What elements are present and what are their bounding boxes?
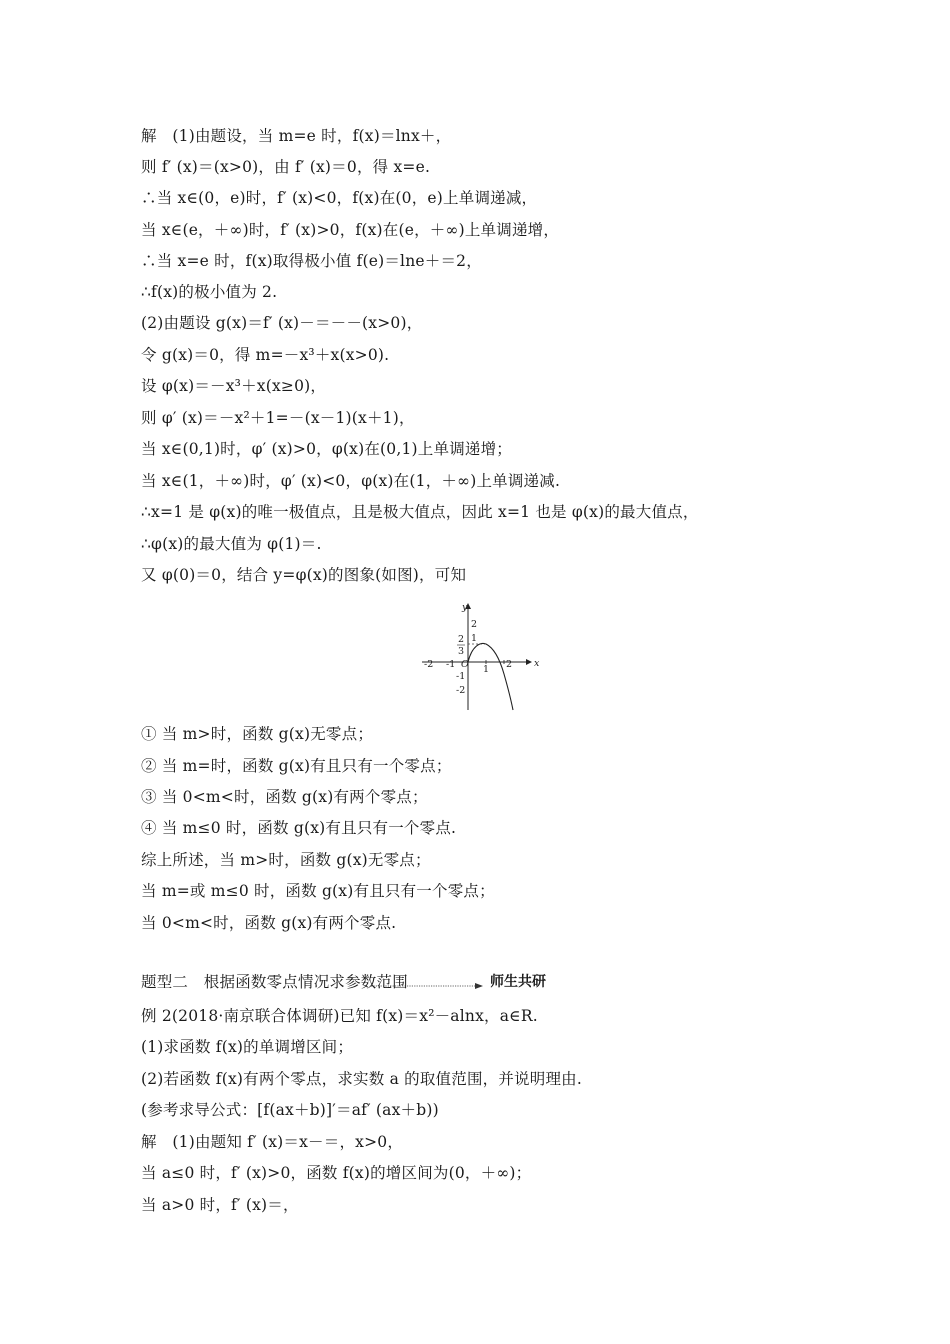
solution-line: 综上所述，当 m>时，函数 g(x)无零点； <box>141 851 431 869</box>
solution-line: ③ 当 0<m<时，函数 g(x)有两个零点； <box>141 788 428 806</box>
solution-line: ④ 当 m≤0 时，函数 g(x)有且只有一个零点. <box>141 819 457 837</box>
solution-line: 令 g(x)＝0，得 m=－x³＋x(x>0). <box>141 346 390 364</box>
y-tick-label: 3 <box>458 646 465 657</box>
x-tick-label: 1 <box>483 664 490 675</box>
x-axis-label: x <box>534 658 540 669</box>
solution-line: 设 φ(x)＝－x³＋x(x≥0)， <box>141 377 327 395</box>
example-line: (2)若函数 f(x)有两个零点，求实数 a 的取值范围，并说明理由. <box>141 1070 582 1088</box>
solution-line: ∴f(x)的极小值为 2. <box>141 283 278 301</box>
solution-line: 解 (1)由题设，当 m=e 时，f(x)＝lnx＋， <box>141 127 452 145</box>
solution-line: ∴当 x=e 时，f(x)取得极小值 f(e)＝lne＋＝2， <box>141 252 482 270</box>
section-title: 题型二 根据函数零点情况求参数范围 <box>141 973 408 991</box>
solution-line: 则 φ′ (x)＝－x²＋1=－(x－1)(x＋1)， <box>141 409 415 427</box>
solution-line: ∴x=1 是 φ(x)的唯一极值点，且是极大值点，因此 x=1 也是 φ(x)的最大值点， <box>141 503 699 521</box>
y-tick-label: -2 <box>456 685 466 696</box>
section-tag: 师生共研 <box>490 974 546 990</box>
x-tick-label: 2 <box>506 659 513 670</box>
arrow-rule <box>371 981 483 991</box>
origin-label: O <box>461 659 469 670</box>
frac-label: 1 <box>471 633 478 644</box>
phi-curve <box>468 644 513 710</box>
solution-line: 当 x∈(0,1)时，φ′ (x)>0，φ(x)在(0,1)上单调递增； <box>141 440 513 458</box>
y-tick-label: 2 <box>458 634 465 645</box>
solution-line: ① 当 m>时，函数 g(x)无零点； <box>141 725 374 743</box>
solution-line: 又 φ(0)＝0，结合 y=φ(x)的图象(如图)，可知 <box>141 566 467 584</box>
solution-line: (2)由题设 g(x)＝f′ (x)－＝－－(x>0)， <box>141 314 423 332</box>
solution-line: ∴φ(x)的最大值为 φ(1)＝. <box>141 535 322 553</box>
solution-line: 当 x∈(e，＋∞)时，f′ (x)>0，f(x)在(e，＋∞)上单调递增， <box>141 221 560 239</box>
y-axis-label: y <box>462 602 468 613</box>
solution-line: ∴当 x∈(0，e)时，f′ (x)<0，f(x)在(0，e)上单调递减， <box>141 189 538 207</box>
example-line: 例 2(2018·南京联合体调研)已知 f(x)＝x²－alnx，a∈R. <box>141 1007 538 1025</box>
example-line: 当 a≤0 时，f′ (x)>0，函数 f(x)的增区间为(0，＋∞)； <box>141 1164 532 1182</box>
x-tick-label: -2 <box>424 659 434 670</box>
x-axis-arrow <box>526 659 532 665</box>
example-line: (参考求导公式：[f(ax＋b)]′＝af′ (ax＋b)) <box>141 1101 439 1119</box>
y-tick-label: 2 <box>471 619 478 630</box>
solution-line: 当 m=或 m≤0 时，函数 g(x)有且只有一个零点； <box>141 882 495 900</box>
solution-line: 当 0<m<时，函数 g(x)有两个零点. <box>141 914 397 932</box>
solution-line: 则 f′ (x)＝(x>0)，由 f′ (x)＝0，得 x=e. <box>141 158 431 176</box>
function-graph <box>420 600 540 715</box>
example-line: (1)求函数 f(x)的单调增区间； <box>141 1038 354 1056</box>
example-line: 解 (1)由题知 f′ (x)＝x－＝，x>0， <box>141 1133 404 1151</box>
x-tick-label: -1 <box>446 659 456 670</box>
y-tick-label: -1 <box>456 671 466 682</box>
solution-line: ② 当 m=时，函数 g(x)有且只有一个零点； <box>141 757 452 775</box>
solution-line: 当 x∈(1，＋∞)时，φ′ (x)<0，φ(x)在(1，＋∞)上单调递减. <box>141 472 561 490</box>
example-line: 当 a>0 时，f′ (x)＝， <box>141 1196 299 1214</box>
